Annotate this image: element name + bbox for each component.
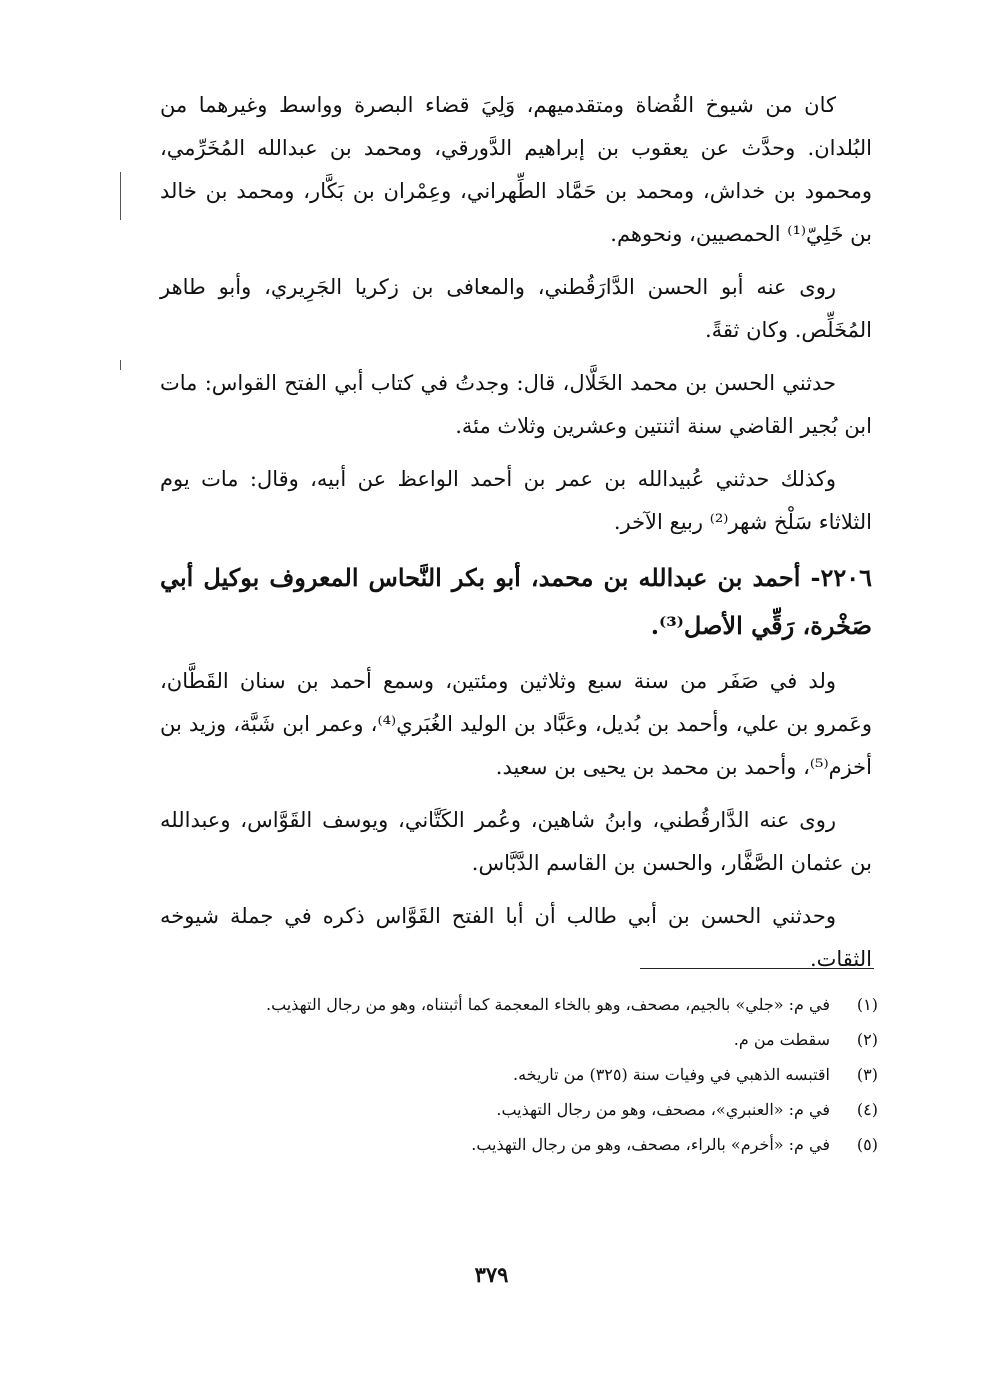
footnote-number: (٣) bbox=[856, 1065, 878, 1084]
footnote bbox=[160, 990, 878, 1019]
paragraph: ولد في صَفَر من سنة سبع وثلاثين ومئتين، وسمع أحمد بن سنان القَطَّان، وعَمرو بن علي، وأحمد بن بُديل، وعَبَّاد بن الوليد الغُبَري⁽⁴⁾، وعمر ابن شَبَّة، وزيد بن أخزم⁽⁵⁾، وأحمد بن محمد بن يحيى بن سعيد. bbox=[160, 669, 872, 779]
main-text bbox=[160, 84, 872, 991]
scan-artifact-line bbox=[120, 360, 121, 370]
page-number: ٣٧٩ bbox=[474, 1262, 509, 1287]
paragraph: روى عنه أبو الحسن الدَّارَقُطني، والمعافى بن زكريا الجَرِيري، وأبو طاهر المُخَلِّص. وكان ثقةً. bbox=[160, 275, 872, 342]
footnote-separator bbox=[640, 968, 874, 969]
paragraph: روى عنه الدَّارقُطني، وابنُ شاهين، وعُمر الكَتَّاني، ويوسف القَوَّاس، وعبدالله بن عثمان الصَّفَّار، والحسن بن القاسم الدَّبَّاس. bbox=[160, 808, 872, 875]
scan-artifact-line bbox=[120, 172, 121, 220]
footnotes bbox=[160, 990, 878, 1165]
footnote-text: في م: «العنبري»، مصحف، وهو من رجال التهذيب. bbox=[496, 1100, 830, 1119]
footnote-text: في م: «جلي» بالجيم، مصحف، وهو بالخاء المعجمة كما أثبتناه، وهو من رجال التهذيب. bbox=[266, 995, 830, 1014]
footnote bbox=[160, 1095, 878, 1124]
footnote-text: اقتبسه الذهبي في وفيات سنة (٣٢٥) من تاريخه. bbox=[513, 1065, 830, 1084]
entry-heading: ٢٢٠٦- أحمد بن عبدالله بن محمد، أبو بكر النَّحاس المعروف بوكيل أبي صَخْرة، رَقِّي الأصل⁽³⁾. bbox=[160, 563, 872, 640]
footnote-number: (٤) bbox=[856, 1100, 878, 1119]
footnote-number: (٥) bbox=[856, 1135, 878, 1154]
paragraph: كان من شيوخ القُضاة ومتقدميهم، وَلِيَ قضاء البصرة وواسط وغيرهما من البُلدان. وحدَّث عن يعقوب بن إبراهيم الدَّورقي، ومحمد بن عبدالله المُخَرِّمي، ومحمود بن خداش، ومحمد بن حَمَّاد الطِّهراني، وعِمْران بن بَكَّار، ومحمد بن خالد بن خَلِيّ⁽¹⁾ الحمصيين، ونحوهم. bbox=[160, 93, 872, 246]
footnote bbox=[160, 1025, 878, 1054]
paragraph: وكذلك حدثني عُبيدالله بن عمر بن أحمد الواعظ عن أبيه، وقال: مات يوم الثلاثاء سَلْخ شهر⁽²⁾ ربيع الآخر. bbox=[160, 467, 872, 534]
footnote-text: سقطت من م. bbox=[733, 1030, 830, 1049]
footnote-number: (٢) bbox=[856, 1030, 878, 1049]
paragraph: وحدثني الحسن بن أبي طالب أن أبا الفتح القَوَّاس ذكره في جملة شيوخه الثقات. bbox=[160, 904, 872, 971]
paragraph: حدثني الحسن بن محمد الخَلَّال، قال: وجدتُ في كتاب أبي الفتح القواس: مات ابن بُجير القاضي سنة اثنتين وعشرين وثلاث مئة. bbox=[160, 371, 872, 438]
footnote-number: (١) bbox=[856, 995, 878, 1014]
footnote bbox=[160, 1130, 878, 1159]
footnote bbox=[160, 1060, 878, 1089]
footnote-text: في م: «أخرم» بالراء، مصحف، وهو من رجال التهذيب. bbox=[471, 1135, 830, 1154]
